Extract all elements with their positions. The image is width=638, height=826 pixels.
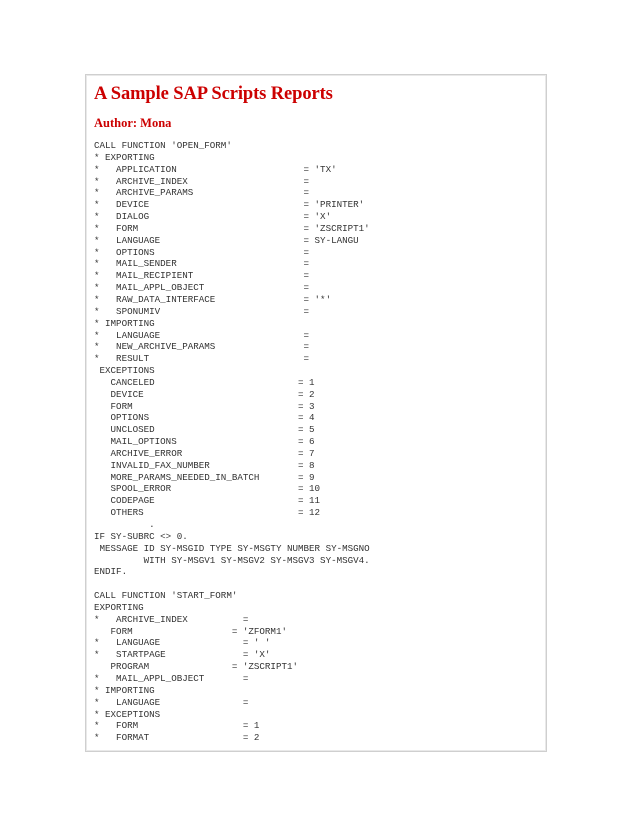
code-line: * DEVICE = 'PRINTER' bbox=[94, 199, 365, 211]
code-line: . bbox=[94, 519, 155, 530]
code-line: * RAW_DATA_INTERFACE = '*' bbox=[94, 293, 332, 305]
code-line: CALL FUNCTION 'OPEN_FORM' bbox=[94, 140, 232, 151]
code-line: * FORM = 'ZSCRIPT1' bbox=[94, 222, 370, 234]
code-line: * ARCHIVE_INDEX = bbox=[94, 175, 310, 187]
code-line bbox=[94, 578, 539, 590]
code-line: EXPORTING bbox=[94, 601, 144, 613]
code-line: * LANGUAGE = bbox=[94, 696, 249, 708]
code-line: DEVICE = 2 bbox=[94, 388, 315, 400]
code-line: * DIALOG = 'X' bbox=[94, 211, 332, 223]
code-line: * LANGUAGE = SY-LANGU bbox=[94, 234, 359, 246]
code-line: MORE_PARAMS_NEEDED_IN_BATCH = 9 bbox=[94, 471, 315, 483]
code-line: * ARCHIVE_PARAMS = bbox=[94, 187, 310, 199]
code-line: * APPLICATION = 'TX' bbox=[94, 163, 337, 175]
code-line: * OPTIONS = bbox=[94, 246, 310, 258]
code-line: FORM = 3 bbox=[94, 400, 315, 412]
code-line: SPOOL_ERROR = 10 bbox=[94, 483, 321, 495]
code-line: ARCHIVE_ERROR = 7 bbox=[94, 447, 315, 459]
code-line: * MAIL_APPL_OBJECT = bbox=[94, 672, 249, 684]
code-line: * STARTPAGE = 'X' bbox=[94, 649, 271, 661]
code-line: * IMPORTING bbox=[94, 317, 155, 329]
code-line: * MAIL_RECIPIENT = bbox=[94, 270, 310, 282]
document-frame bbox=[85, 74, 547, 752]
code-line: PROGRAM = 'ZSCRIPT1' bbox=[94, 661, 298, 673]
code-line: * RESULT = bbox=[94, 353, 310, 365]
code-line: * MAIL_APPL_OBJECT = bbox=[94, 282, 310, 294]
code-line: FORM = 'ZFORM1' bbox=[94, 625, 287, 637]
code-line: MAIL_OPTIONS = 6 bbox=[94, 436, 315, 448]
document-title: A Sample SAP Scripts Reports bbox=[94, 84, 333, 104]
code-line: * MAIL_SENDER = bbox=[94, 258, 310, 270]
author-line: Author: Mona bbox=[94, 116, 172, 130]
code-line: * EXPORTING bbox=[94, 151, 155, 163]
code-line: * SPONUMIV = bbox=[94, 305, 310, 317]
code-line: * FORMAT = 2 bbox=[94, 732, 260, 744]
code-block bbox=[94, 140, 539, 744]
code-line: EXCEPTIONS bbox=[94, 365, 155, 377]
code-line: MESSAGE ID SY-MSGID TYPE SY-MSGTY NUMBER SY-MSGNO bbox=[94, 542, 370, 554]
code-line: OTHERS = 12 bbox=[94, 507, 321, 519]
code-line: CALL FUNCTION 'START_FORM' bbox=[94, 590, 238, 602]
code-line: * NEW_ARCHIVE_PARAMS = bbox=[94, 341, 310, 353]
code-line: WITH SY-MSGV1 SY-MSGV2 SY-MSGV3 SY-MSGV4. bbox=[94, 554, 370, 566]
code-line: * ARCHIVE_INDEX = bbox=[94, 613, 249, 625]
code-line: * LANGUAGE = ' ' bbox=[94, 637, 271, 649]
code-line: INVALID_FAX_NUMBER = 8 bbox=[94, 459, 315, 471]
code-line: OPTIONS = 4 bbox=[94, 412, 315, 424]
code-line: CANCELED = 1 bbox=[94, 376, 315, 388]
code-line: * FORM = 1 bbox=[94, 720, 260, 732]
code-line: * LANGUAGE = bbox=[94, 329, 310, 341]
code-line: ENDIF. bbox=[94, 566, 128, 578]
code-line: UNCLOSED = 5 bbox=[94, 424, 315, 436]
code-line: CODEPAGE = 11 bbox=[94, 495, 321, 507]
code-line: * IMPORTING bbox=[94, 684, 155, 696]
code-line: * EXCEPTIONS bbox=[94, 708, 161, 720]
code-line: IF SY-SUBRC <> 0. bbox=[94, 530, 188, 542]
